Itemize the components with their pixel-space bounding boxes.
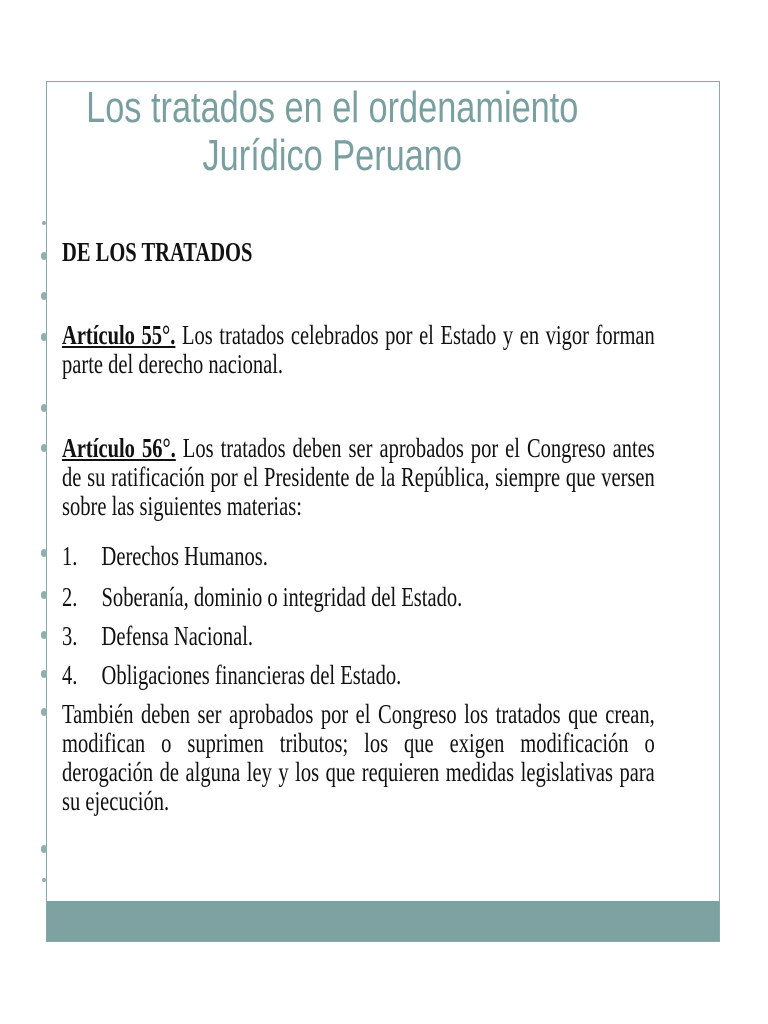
article-55-label: Artículo 55°. — [62, 320, 176, 350]
bullet-dot — [42, 878, 46, 882]
footer-bar — [47, 901, 719, 941]
article-56-text: Los tratados deben ser aprobados por el Congreso antes de su ratificación por el Presidente de la República, siempre que versen sobre las siguientes materias: — [62, 433, 655, 521]
bullet-dot — [41, 252, 47, 260]
closing-paragraph: También deben ser aprobados por el Congreso los tratados que crean, modifican o suprimen tributos; los que exigen modificación o derogación de alguna ley y los que requieren medidas legislativas para su ejecución. — [62, 699, 655, 816]
bullet-dot — [41, 549, 47, 557]
bullet-dot — [41, 333, 47, 341]
list-number: 4. — [62, 660, 78, 690]
list-text: Derechos Humanos. — [101, 541, 268, 571]
bullet-dot — [42, 221, 46, 225]
list-item — [62, 542, 268, 571]
list-item — [62, 583, 462, 612]
bullet-markers — [41, 0, 47, 1024]
list-number: 2. — [62, 582, 78, 612]
article-55 — [62, 321, 655, 379]
bullet-dot — [41, 670, 47, 678]
bullet-dot — [41, 404, 47, 412]
article-56 — [62, 434, 655, 521]
list-item — [62, 661, 401, 690]
bullet-dot — [41, 591, 47, 599]
list-text: Obligaciones financieras del Estado. — [101, 660, 402, 690]
list-item — [62, 622, 253, 651]
slide-title — [46, 84, 619, 180]
list-number: 1. — [62, 541, 78, 571]
section-heading: DE LOS TRATADOS — [62, 237, 253, 267]
bullet-dot — [41, 631, 47, 639]
title-line-1: Los tratados en el ordenamiento — [86, 83, 579, 132]
title-line-2: Jurídico Peruano — [202, 131, 462, 180]
bullet-dot — [41, 292, 47, 300]
article-55-text: Los tratados celebrados por el Estado y en vigor forman parte del derecho nacional. — [62, 320, 655, 379]
bullet-dot — [41, 444, 47, 452]
bullet-dot — [41, 708, 47, 716]
article-56-label: Artículo 56°. — [62, 433, 176, 463]
list-number: 3. — [62, 621, 78, 651]
list-text: Soberanía, dominio o integridad del Estado. — [101, 582, 463, 612]
bullet-dot — [41, 845, 47, 853]
list-text: Defensa Nacional. — [101, 621, 254, 651]
